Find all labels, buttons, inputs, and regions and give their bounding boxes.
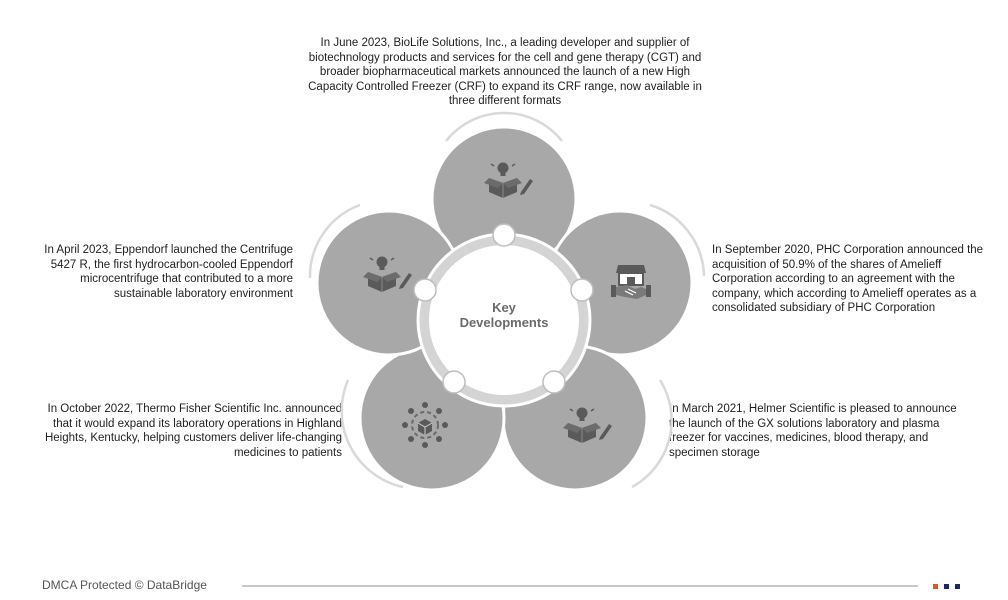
center-label-line1: Key [492,300,516,315]
development-top-text: In June 2023, BioLife Solutions, Inc., a leading developer and supplier of biotechnology products and services for the cell and gene therapy (CGT) and broader biopharmaceutical markets announced the launch of a new High Capacity Controlled Freezer (CRF) to expand its CRF range, now available in three different formats [308,37,702,107]
dot-right-upper [571,279,593,301]
dot-right-lower [543,371,565,393]
footer-square-navy [944,584,949,589]
footer-square-orange [933,584,938,589]
development-left-lower-text: In October 2022, Thermo Fisher Scientific Inc. announced that it would expand its laboratory operations in Highland Heights, Kentucky, helping customers deliver life-changing medicines to patients [44,403,342,459]
footer-text: DMCA Protected © DataBridge [42,578,207,592]
dot-left-upper [414,279,436,301]
dot-top [493,224,515,246]
dot-left-lower [443,371,465,393]
footer-divider [242,585,918,587]
footer-square-navy [955,584,960,589]
development-left-upper-text: In April 2023, Eppendorf launched the Centrifuge 5427 R, the first hydrocarbon-cooled Eppendorf microcentrifuge that contributed to a more sustainable laboratory environment [44,244,293,300]
development-right-upper-text: In September 2020, PHC Corporation announced the acquisition of 50.9% of the shares of Amelieff Corporation according to an agreement with the company, which according to Amelieff operates as a consolidated subsidiary of PHC Corporation [712,244,984,314]
development-right-lower-text: In March 2021, Helmer Scientific is pleased to announce the launch of the GX solutions laboratory and plasma freezer for vaccines, medicines, blood therapy, and specimen storage [669,403,957,459]
center-label-line2: Developments [459,315,549,330]
